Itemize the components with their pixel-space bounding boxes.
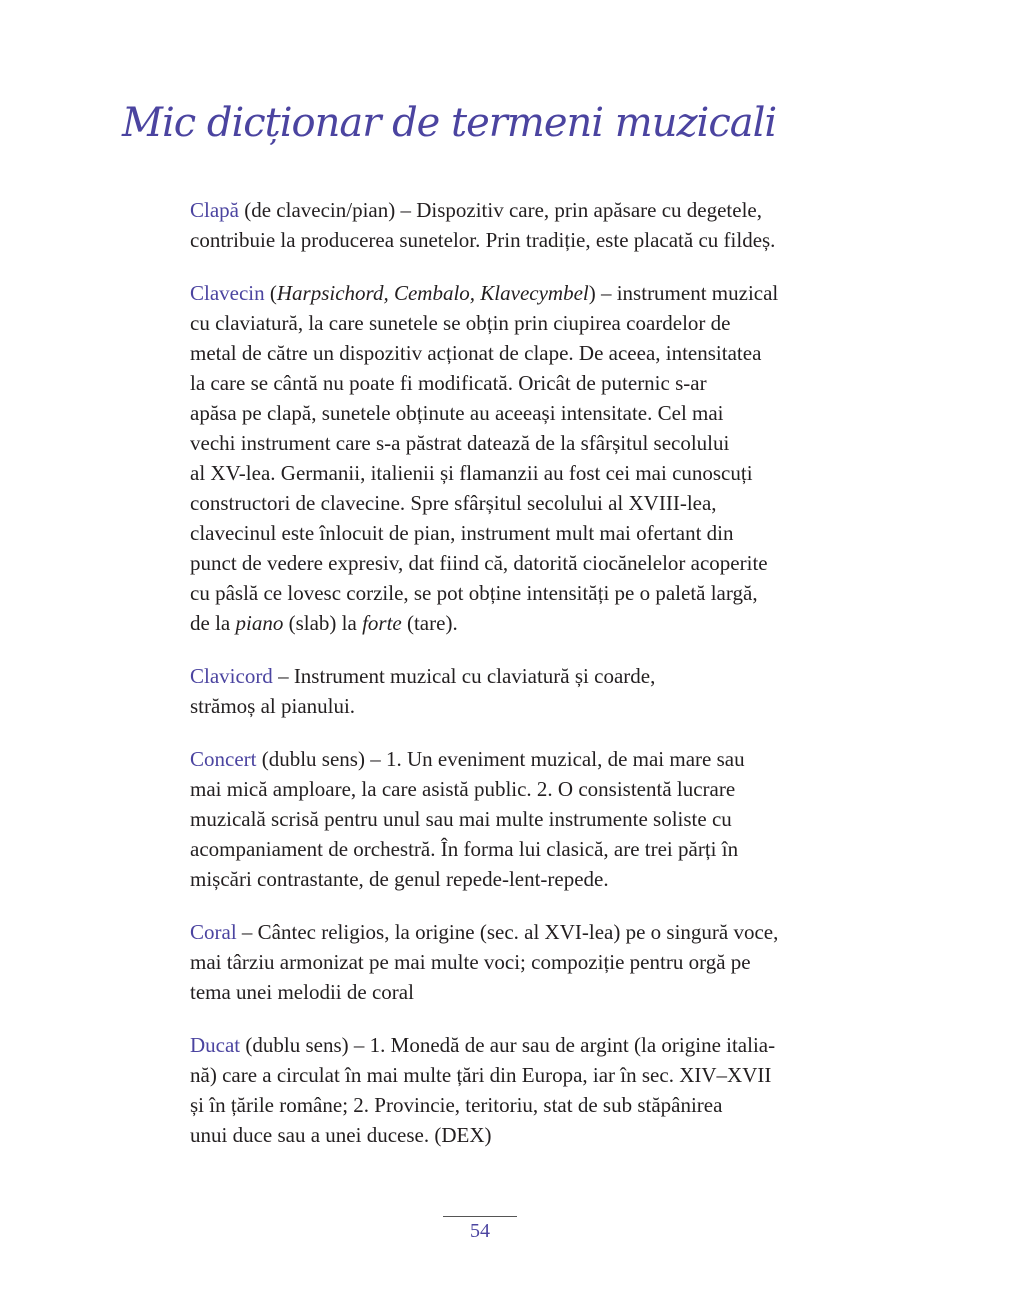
entry-line (190, 608, 850, 638)
entry-line (190, 661, 850, 691)
entry-line (190, 691, 850, 721)
dictionary-entries (190, 195, 850, 1173)
definition-text: la care se cântă nu poate fi modificată. Oricât de puternic s-ar (190, 371, 707, 395)
definition-text: vechi instrument care s-a păstrat datează de la sfârșitul secolului (190, 431, 730, 455)
definition-text: mai târziu armonizat pe mai multe voci; compoziție pentru orgă pe (190, 950, 751, 974)
entry-line (190, 428, 850, 458)
definition-text: – Cântec religios, la origine (sec. al XVI-lea) pe o singură voce, (236, 920, 779, 944)
definition-text: tema unei melodii de coral (190, 980, 414, 1004)
definition-text: apăsa pe clapă, sunetele obținute au aceeași intensitate. Cel mai (190, 401, 724, 425)
italic-text: forte (362, 611, 402, 635)
definition-text: (dublu sens) – 1. Monedă de aur sau de argint (la origine italia- (240, 1033, 776, 1057)
definition-text: mai mică amploare, la care asistă public. 2. O consistentă lucrare (190, 777, 736, 801)
entry-term: Clapă (190, 198, 239, 222)
italic-text: piano (235, 611, 284, 635)
entry-line (190, 804, 850, 834)
entry-line (190, 1120, 850, 1150)
definition-text: constructori de clavecine. Spre sfârșitul secolului al XVIII-lea, (190, 491, 717, 515)
footer-divider (443, 1216, 517, 1217)
entry-line (190, 225, 850, 255)
definition-text: al XV-lea. Germanii, italienii și flamanzii au fost cei mai cunoscuți (190, 461, 753, 485)
definition-text: unui duce sau a unei ducese. (DEX) (190, 1123, 492, 1147)
definition-text: de la (190, 611, 236, 635)
dictionary-entry (190, 661, 850, 721)
definition-text: acompaniament de orchestră. În forma lui clasică, are trei părți în (190, 837, 739, 861)
definition-text: (tare). (401, 611, 458, 635)
italic-text: Harpsichord, Cembalo, Klavecymbel (276, 281, 589, 305)
definition-text: – Instrument muzical cu claviatură și coarde, (272, 664, 656, 688)
entry-line (190, 917, 850, 947)
definition-text: strămoș al pianului. (190, 694, 356, 718)
entry-line (190, 548, 850, 578)
entry-line (190, 947, 850, 977)
definition-text: nă) care a circulat în mai multe țări din Europa, iar în sec. XIV–XVII (190, 1063, 772, 1087)
dictionary-entry (190, 1030, 850, 1150)
entry-line (190, 578, 850, 608)
definition-text: clavecinul este înlocuit de pian, instrument mult mai ofertant din (190, 521, 734, 545)
entry-line (190, 518, 850, 548)
definition-text: metal de către un dispozitiv acționat de clape. De aceea, intensitatea (190, 341, 762, 365)
dictionary-entry (190, 744, 850, 894)
entry-line (190, 278, 850, 308)
entry-line (190, 864, 850, 894)
definition-text: ) – instrument muzical (588, 281, 779, 305)
definition-text: mișcări contrastante, de genul repede-lent-repede. (190, 867, 609, 891)
definition-text: (de clavecin/pian) – Dispozitiv care, prin apăsare cu degetele, (238, 198, 762, 222)
entry-line (190, 1030, 850, 1060)
definition-text: (dublu sens) – 1. Un eveniment muzical, de mai mare sau (256, 747, 745, 771)
entry-line (190, 338, 850, 368)
entry-line (190, 195, 850, 225)
entry-term: Clavicord (190, 664, 273, 688)
definition-text: cu claviatură, la care sunetele se obțin prin ciupirea coardelor de (190, 311, 731, 335)
definition-text: muzicală scrisă pentru unul sau mai multe instrumente soliste cu (190, 807, 732, 831)
entry-line (190, 1060, 850, 1090)
definition-text: contribuie la producerea sunetelor. Prin tradiție, este placată cu fildeș. (190, 228, 776, 252)
dictionary-entry (190, 278, 850, 638)
page-title: Mic dicționar de termeni muzicali (122, 100, 777, 146)
definition-text: (slab) la (283, 611, 363, 635)
page-number: 54 (470, 1220, 490, 1242)
entry-line (190, 368, 850, 398)
entry-line (190, 834, 850, 864)
entry-line (190, 1090, 850, 1120)
entry-term: Ducat (190, 1033, 241, 1057)
entry-line (190, 308, 850, 338)
entry-line (190, 744, 850, 774)
entry-line (190, 458, 850, 488)
entry-term: Coral (190, 920, 237, 944)
entry-line (190, 774, 850, 804)
entry-term: Clavecin (190, 281, 265, 305)
definition-text: cu pâslă ce lovesc corzile, se pot obține intensități pe o paletă largă, (190, 581, 758, 605)
entry-term: Concert (190, 747, 257, 771)
entry-line (190, 488, 850, 518)
definition-text: și în țările române; 2. Provincie, teritoriu, stat de sub stăpânirea (190, 1093, 723, 1117)
dictionary-entry (190, 917, 850, 1007)
entry-line (190, 977, 850, 1007)
entry-line (190, 398, 850, 428)
dictionary-entry (190, 195, 850, 255)
definition-text: punct de vedere expresiv, dat fiind că, datorită ciocănelelor acoperite (190, 551, 768, 575)
definition-text: ( (264, 281, 277, 305)
